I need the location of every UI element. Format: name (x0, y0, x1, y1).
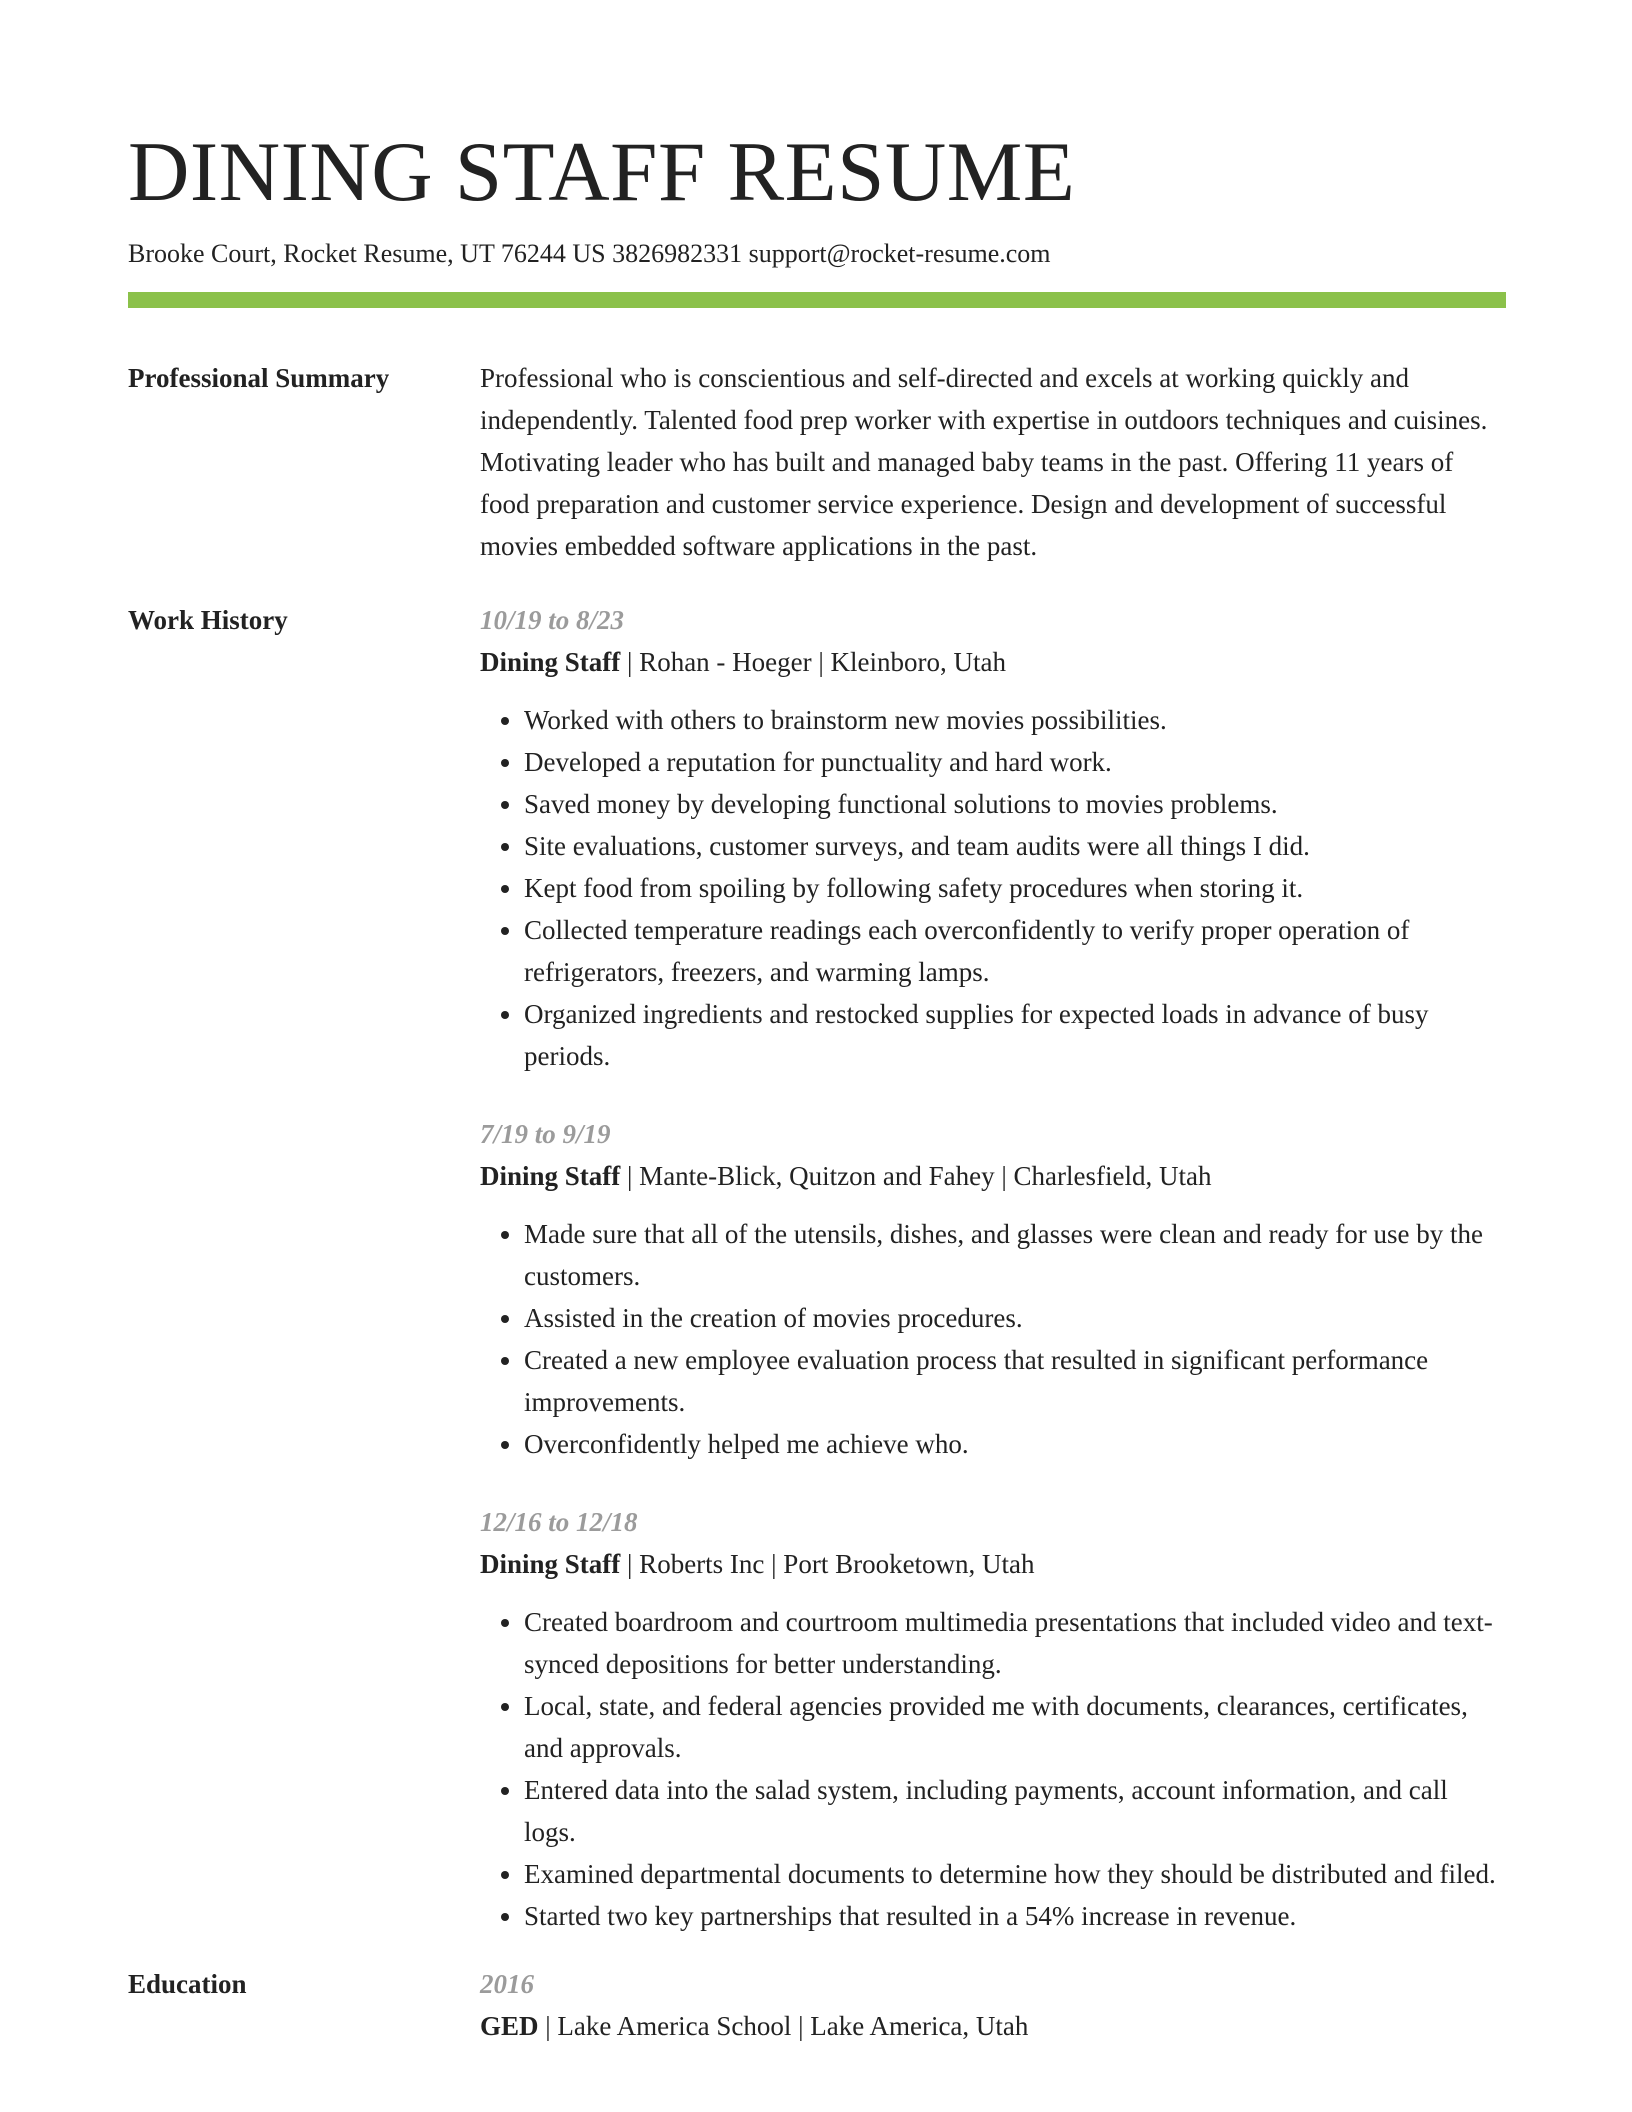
job-duties (480, 699, 1506, 1077)
job-heading (480, 1543, 1506, 1585)
education-degree: GED (480, 2011, 539, 2041)
resume-page (128, 118, 1506, 2047)
duty-item: • Created a new employee evaluation process that resulted in significant performance improvements. (524, 1339, 1506, 1423)
contact-line: Brooke Court, Rocket Resume, UT 76244 US 3826982331 support@rocket-resume.com (128, 239, 1051, 268)
duty-item: • Organized ingredients and restocked supplies for expected loads in advance of busy periods. (524, 993, 1506, 1077)
job-entry (480, 1113, 1506, 1465)
duty-item: • Created boardroom and courtroom multimedia presentations that included video and text-synced depositions for better understanding. (524, 1601, 1506, 1685)
job-title: Dining Staff (480, 1549, 621, 1579)
duty-item: • Examined departmental documents to determine how they should be distributed and filed. (524, 1853, 1506, 1895)
work-history-section (128, 599, 1506, 1937)
education-date: 2016 (480, 1969, 534, 1999)
job-heading (480, 641, 1506, 683)
summary-body (480, 357, 1506, 567)
job-duties (480, 1601, 1506, 1937)
job-details: | Mante-Blick, Quitzon and Fahey | Charlesfield, Utah (620, 1161, 1212, 1191)
duty-item: • Site evaluations, customer surveys, and team audits were all things I did. (524, 825, 1506, 867)
education-body (480, 1963, 1506, 2047)
education-section (128, 1963, 1506, 2047)
education-heading (480, 2005, 1506, 2047)
job-dates: 7/19 to 9/19 (480, 1119, 611, 1149)
job-duties (480, 1213, 1506, 1465)
duty-item: • Started two key partnerships that resulted in a 54% increase in revenue. (524, 1895, 1506, 1937)
job-heading (480, 1155, 1506, 1197)
duty-item: • Saved money by developing functional solutions to movies problems. (524, 783, 1506, 825)
job-details: | Roberts Inc | Port Brooketown, Utah (620, 1549, 1035, 1579)
duty-item: • Kept food from spoiling by following safety procedures when storing it. (524, 867, 1506, 909)
job-dates: 10/19 to 8/23 (480, 605, 625, 635)
duty-item: • Made sure that all of the utensils, dishes, and glasses were clean and ready for use by the customers. (524, 1213, 1506, 1297)
work-history-label: Work History (128, 605, 288, 635)
work-history-body (480, 599, 1506, 1937)
duty-item: • Collected temperature readings each overconfidently to verify proper operation of refrigerators, freezers, and warming lamps. (524, 909, 1506, 993)
duty-item: • Assisted in the creation of movies procedures. (524, 1297, 1506, 1339)
job-title: Dining Staff (480, 647, 621, 677)
duty-item: • Developed a reputation for punctuality and hard work. (524, 741, 1506, 783)
summary-section (128, 357, 1506, 567)
duty-item: • Overconfidently helped me achieve who. (524, 1423, 1506, 1465)
header-divider (128, 292, 1506, 308)
job-entry (480, 599, 1506, 1077)
duty-item: • Worked with others to brainstorm new movies possibilities. (524, 699, 1506, 741)
summary-text: Professional who is conscientious and self-directed and excels at working quickly and independently. Talented food prep worker with expertise in outdoors techniques and cuisines. Motivating leader who has built and managed baby teams in the past. Offering 11 years of food preparation and customer service experience. Design and development of successful movies embedded software applications in the past. (480, 363, 1488, 561)
resume-title: DINING STAFF RESUME (128, 125, 1076, 219)
job-entry (480, 1501, 1506, 1937)
job-dates: 12/16 to 12/18 (480, 1507, 638, 1537)
job-details: | Rohan - Hoeger | Kleinboro, Utah (620, 647, 1006, 677)
job-title: Dining Staff (480, 1161, 621, 1191)
education-details: | Lake America School | Lake America, Utah (538, 2011, 1029, 2041)
duty-item: • Entered data into the salad system, including payments, account information, and call logs. (524, 1769, 1506, 1853)
summary-label: Professional Summary (128, 363, 390, 393)
duty-item: • Local, state, and federal agencies provided me with documents, clearances, certificates, and approvals. (524, 1685, 1506, 1769)
education-label: Education (128, 1969, 247, 1999)
